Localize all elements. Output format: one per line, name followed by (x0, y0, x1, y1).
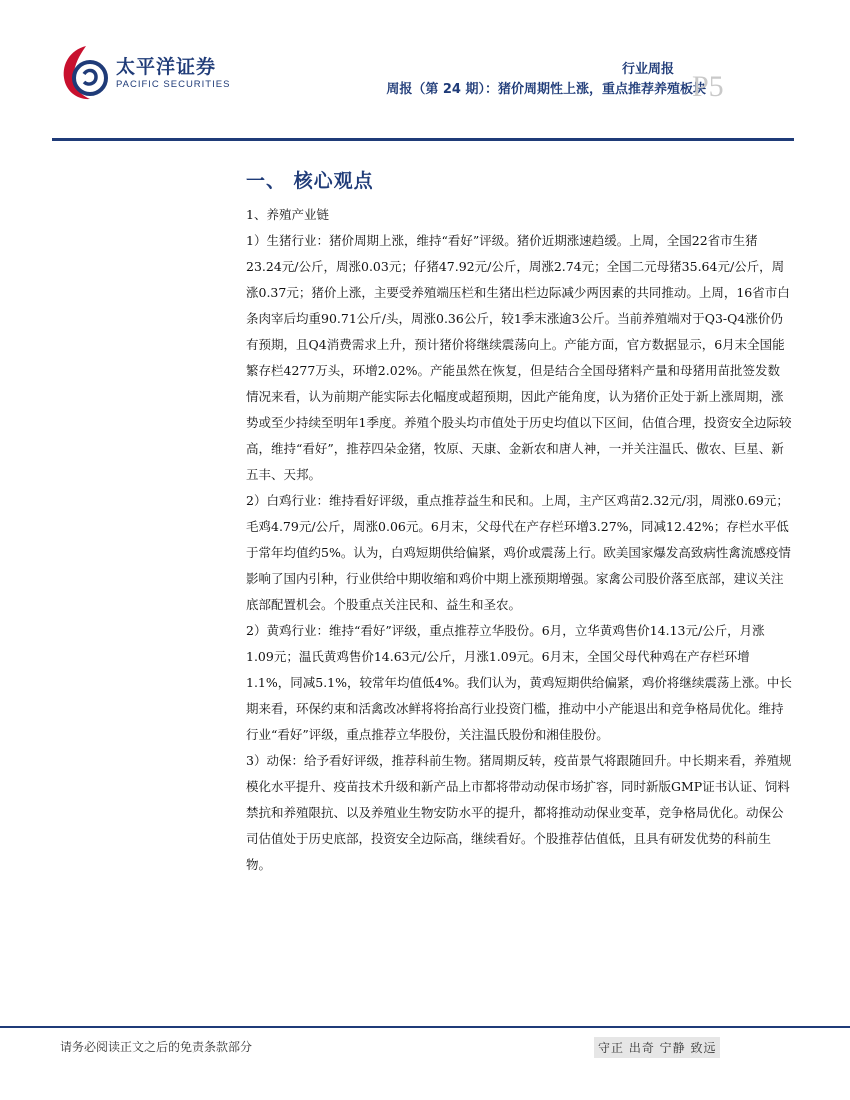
page-number: P5 (692, 70, 724, 103)
logo-emblem-icon (58, 42, 114, 104)
section-title: 一、 核心观点 (246, 170, 374, 192)
company-logo (58, 42, 268, 112)
paragraph-yellow-chicken: 2）黄鸡行业：维持“看好”评级，重点推荐立华股份。6月，立华黄鸡售价14.13元/公斤，月涨1.09元；温氏黄鸡售价14.63元/公斤，月涨1.09元。6月末，全国父母代种鸡在产存栏环增1.1%，同减5.1%，较常年均值低4%。我们认为，黄鸡短期供给偏紧，鸡价将继续震荡上涨。中长期来看，环保约束和活禽改冰鲜将将抬高行业投资门槛，推动中小产能退出和竞争格局优化。维持行业“看好”评级，重点推荐立华股份，关注温氏股份和湘佳股份。 (246, 623, 792, 742)
footer-disclaimer: 请务必阅读正文之后的免责条款部分 (60, 1040, 253, 1054)
report-category: 行业周报 (621, 62, 674, 77)
footer-motto: 守正 出奇 宁静 致远 (594, 1037, 720, 1058)
report-title: 周报（第 24 期）：猪价周期性上涨，重点推荐养殖板块 (386, 82, 706, 97)
header-divider (52, 138, 794, 141)
core-views-body (246, 202, 792, 878)
brand-name-cn: 太平洋证券 (116, 56, 217, 78)
paragraph-white-chicken: 2）白鸡行业：维持看好评级，重点推荐益生和民和。上周，主产区鸡苗2.32元/羽，周涨0.69元；毛鸡4.79元/公斤，周涨0.06元。6月末，父母代在产存栏环增3.27%，同减12.42%；存栏水平低于常年均值约5%。认为，白鸡短期供给偏紧，鸡价或震荡上行。欧美国家爆发高致病性禽流感疫情影响了国内引种，行业供给中期收缩和鸡价中期上涨预期增强。家禽公司股价落至底部，建议关注底部配置机会。个股重点关注民和、益生和圣农。 (246, 493, 791, 612)
brand-name-en: PACIFIC SECURITIES (116, 79, 231, 90)
footer-divider (0, 1026, 850, 1028)
paragraph-hog-industry: 1）生猪行业：猪价周期上涨，维持“看好”评级。猪价近期涨速趋缓。上周，全国22省市生猪23.24元/公斤，周涨0.03元；仔猪47.92元/公斤，周涨2.74元；全国二元母猪35.64元/公斤，周涨0.37元；猪价上涨，主要受养殖端压栏和生猪出栏边际减少两因素的共同推动。上周，16省市白条肉宰后均重90.71公斤/头，周涨0.36公斤，较1季末涨逾3公斤。当前养殖端对于Q3-Q4涨价仍有预期，且Q4消费需求上升，预计猪价将继续震荡向上。产能方面，官方数据显示，6月末全国能繁存栏4277万头，环增2.02%。产能虽然在恢复，但是结合全国母猪料产量和母猪用苗批签发数情况来看，认为前期产能实际去化幅度或超预期，因此产能角度，认为猪价正处于新上涨周期，涨势或至少持续至明年1季度。养殖个股头均市值处于历史均值以下区间，估值合理，投资安全边际较高，维持“看好”，推荐四朵金猪，牧原、天康、金新农和唐人神，一并关注温氏、傲农、巨星、新五丰、天邦。 (246, 233, 792, 482)
subsection-heading: 1、养殖产业链 (246, 207, 329, 222)
paragraph-animal-health: 3）动保：给予看好评级，推荐科前生物。猪周期反转，疫苗景气将跟随回升。中长期来看，养殖规模化水平提升、疫苗技术升级和新产品上市都将带动动保市场扩容，同时新版GMP证书认证、饲料禁抗和养殖限抗、以及养殖业生物安防水平的提升，都将推动动保业变革，竞争格局优化。动保公司估值处于历史底部，投资安全边际高，继续看好。个股推荐估值低，且具有研发优势的科前生物。 (246, 753, 792, 872)
